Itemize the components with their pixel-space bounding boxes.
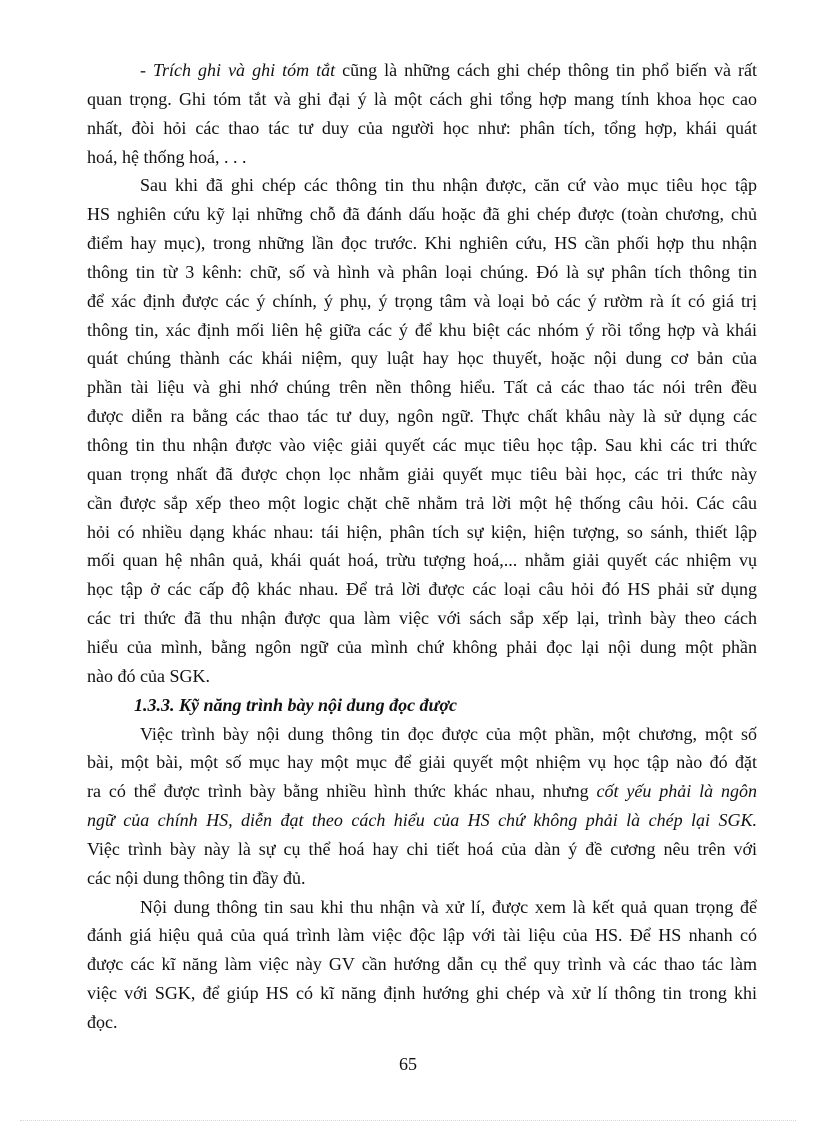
text-line: được các kĩ năng làm việc này GV cần hướng dẫn cụ thể quy trình và các thao tác làm [87,954,757,974]
text-line: Nội dung thông tin sau khi thu nhận và xử lí, được xem là kết quả quan trọng để [140,897,757,917]
text-line: thông tin thu nhận được vào việc giải quyết các mục tiêu học tập. Sau khi các tri thức [87,435,757,455]
text-line: Việc trình bày này là sự cụ thể hoá hay chi tiết hoá của dàn ý đề cương nêu trên với [87,839,757,859]
text-line: hiểu của mình, bằng ngôn ngữ của mình chứ không phải đọc lại nội dung một phần [87,637,757,657]
text-line: được diễn ra bằng các thao tác tư duy, ngôn ngữ. Thực chất khâu này là sử dụng các [87,406,757,426]
text-line: Việc trình bày nội dung thông tin đọc được của một phần, một chương, một số [140,724,757,744]
text-line: để xác định được các ý chính, ý phụ, ý trọng tâm và loại bỏ các ý rườm rà ít có giá trị [87,291,757,311]
text-line: nhất, đòi hỏi các thao tác tư duy của người học như: phân tích, tổng hợp, khái quát [87,118,757,138]
text-line: mối quan hệ nhân quả, khái quát hoá, trừu tượng hoá,... nhằm giải quyết các nhiệm vụ [87,550,757,570]
text-line: hoá, hệ thống hoá, . . . [87,147,247,167]
text-line: các nội dung thông tin đầy đủ. [87,868,306,888]
section-heading: 1.3.3. Kỹ năng trình bày nội dung đọc được [134,695,457,715]
text-line [87,806,757,835]
text-line: thông tin từ 3 kênh: chữ, số và hình và phân loại chúng. Đó là sự phân tích thông tin [87,262,757,282]
italic-emphasis: Trích ghi và ghi tóm tắt [153,60,336,80]
text-line: quan trọng. Ghi tóm tắt và ghi đại ý là một cách ghi tổng hợp mang tính khoa học cao [87,89,757,109]
text-line: phần tài liệu và ghi nhớ chúng trên nền thông hiểu. Tất cả các thao tác nói trên đều [87,377,757,397]
text-line: ra có thể được trình bày bằng nhiều hình thức khác nhau, nhưng cốt yếu phải là ngôn [87,781,757,801]
text-line: việc với SGK, để giúp HS có kĩ năng định hướng ghi chép và xử lí thông tin trong khi [87,983,757,1003]
text-line: điểm hay mục), trong những lần đọc trước. Khi nghiên cứu, HS cần phối hợp thu nhận [87,233,757,253]
text-line: cần được sắp xếp theo một logic chặt chẽ nhằm trả lời một hệ thống câu hỏi. Các câu [87,493,757,513]
text-line: thông tin, xác định mối liên hệ giữa các ý để khu biệt các nhóm ý rồi tổng hợp và khái [87,320,757,340]
text-line: đọc. [87,1012,118,1032]
text-line: quát chúng thành các khái niệm, quy luật hay học thuyết, hoặc nội dung cơ bản của [87,348,757,368]
text-line: Sau khi đã ghi chép các thông tin thu nhận được, căn cứ vào mục tiêu học tập [140,175,757,195]
text-line: nào đó của SGK. [87,666,210,686]
text-line: các tri thức đã thu nhận được qua làm việc với sách sắp xếp lại, trình bày theo cách [87,608,757,628]
text-line: đánh giá hiệu quả của quá trình làm việc độc lập với tài liệu của HS. Để HS nhanh có [87,925,757,945]
text-line: hỏi có nhiều dạng khác nhau: tái hiện, phân tích sự kiện, hiện tượng, so sánh, thiết lập [87,522,757,542]
page-number: 65 [399,1054,417,1074]
text-line: bài, một bài, một số mục hay một mục để giải quyết một nhiệm vụ học tập nào đó đặt [87,752,757,772]
text-line: quan trọng nhất đã được chọn lọc nhằm giải quyết mục tiêu bài học, các tri thức này [87,464,757,484]
page-bottom-rule [20,1120,796,1121]
text-line: - Trích ghi và ghi tóm tắt cũng là những cách ghi chép thông tin phổ biến và rất [140,60,757,80]
italic-emphasis: cốt yếu phải là ngôn [596,781,757,801]
text-line: HS nghiên cứu kỹ lại những chỗ đã đánh dấu hoặc đã ghi chép được (toàn chương, chủ [87,204,757,224]
text-line: học tập ở các cấp độ khác nhau. Để trả lời được các loại câu hỏi đó HS phải sử dụng [87,579,757,599]
italic-emphasis: ngữ của chính HS, diễn đạt theo cách hiểu của HS chứ không phải là chép lại SGK. [87,810,757,830]
